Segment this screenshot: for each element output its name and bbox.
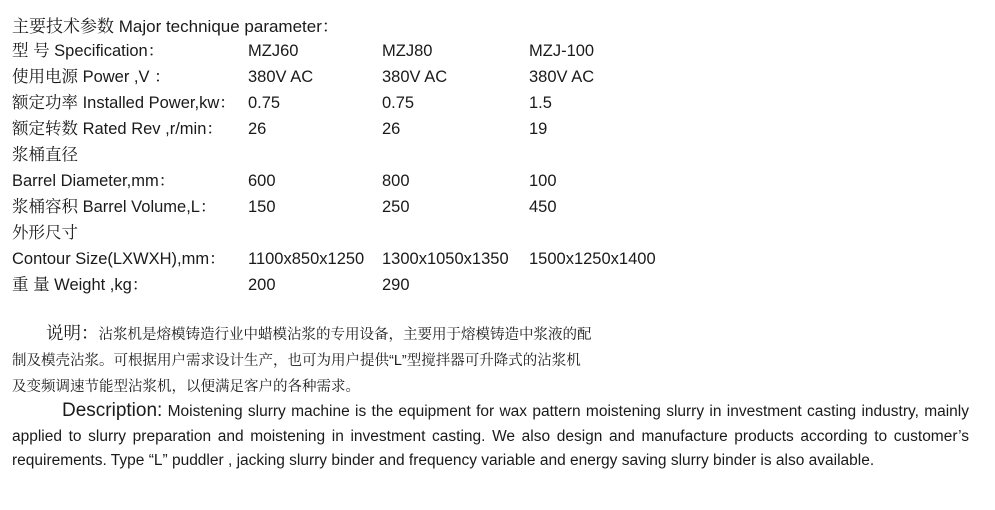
row-label: 浆桶容积 Barrel Volume,L： — [12, 198, 217, 216]
parameter-heading: 主要技术参数 Major technique parameter： — [12, 17, 339, 36]
value-mzj100: MZJ-100 — [529, 42, 595, 60]
description-line: 沾浆机是熔模铸造行业中蜡模沾浆的专用设备，主要用于熔模铸造中浆液的配 — [98, 327, 592, 343]
row-label: 额定转数 Rated Rev ,r/min： — [12, 120, 223, 138]
value-mzj60: 1100x850x1250 — [248, 250, 365, 268]
value-mzj80: 0.75 — [382, 94, 415, 112]
value-mzj60: 26 — [248, 120, 267, 138]
description-lead-en: Description: — [62, 400, 163, 421]
table-row — [12, 142, 689, 168]
value-mzj80: 1300x1050x1350 — [382, 250, 509, 268]
value-mzj100: 19 — [529, 120, 548, 138]
value-mzj60: 600 — [248, 172, 276, 190]
value-mzj60: 150 — [248, 198, 276, 216]
value-mzj60: 380V AC — [248, 68, 314, 86]
value-mzj60: 0.75 — [248, 94, 281, 112]
row-label: Barrel Diameter,mm： — [12, 172, 176, 190]
row-label: 外形尺寸 — [12, 224, 78, 242]
value-mzj80: 26 — [382, 120, 401, 138]
table-row — [12, 116, 689, 142]
table-row — [12, 90, 689, 116]
value-mzj80: 290 — [382, 276, 410, 294]
english-description — [12, 399, 969, 474]
table-row — [12, 246, 689, 272]
value-mzj100: 100 — [529, 172, 557, 190]
value-mzj80: MZJ80 — [382, 42, 433, 60]
value-mzj100: 1500x1250x1400 — [529, 250, 656, 268]
description-text: Moistening slurry machine is the equipment for wax pattern moistening slurry in investment casting industry, mainly applied to slurry preparation and moistening in investment casting. We also design and manufacture products according to customer’s requirements. Type “L” puddler , jacking slurry binder and frequency variable and energy saving slurry binder is also available. — [12, 403, 969, 469]
value-mzj80: 800 — [382, 172, 410, 190]
row-label: 额定功率 Installed Power,kw： — [12, 94, 236, 112]
value-mzj100 — [529, 272, 689, 298]
row-label: 使用电源 Power ,V ： — [12, 68, 171, 86]
table-row — [12, 38, 689, 64]
value-mzj80: 380V AC — [382, 68, 448, 86]
row-label: 型 号 Specification： — [12, 42, 165, 60]
value-mzj100: 1.5 — [529, 94, 552, 112]
table-row — [12, 168, 689, 194]
chinese-description — [12, 320, 712, 400]
value-mzj60: 200 — [248, 276, 276, 294]
table-row — [12, 220, 689, 246]
description-line: 及变频调速节能型沾浆机，以便满足客户的各种需求。 — [12, 379, 360, 395]
table-row — [12, 194, 689, 220]
row-label: 重 量 Weight ,kg： — [12, 276, 149, 294]
value-mzj60: MZJ60 — [248, 42, 299, 60]
value-mzj100: 380V AC — [529, 68, 595, 86]
parameter-table — [12, 38, 689, 298]
description-line: 制及模壳沾浆。可根据用户需求设计生产，也可为用户提供“L”型搅拌器可升降式的沾浆机 — [12, 353, 581, 369]
description-lead-cn: 说明： — [46, 323, 99, 343]
table-row — [12, 272, 689, 298]
row-label: 浆桶直径 — [12, 146, 78, 164]
value-mzj100: 450 — [529, 198, 557, 216]
row-label: Contour Size(LXWXH),mm： — [12, 250, 226, 268]
table-row — [12, 64, 689, 90]
value-mzj80: 250 — [382, 198, 410, 216]
